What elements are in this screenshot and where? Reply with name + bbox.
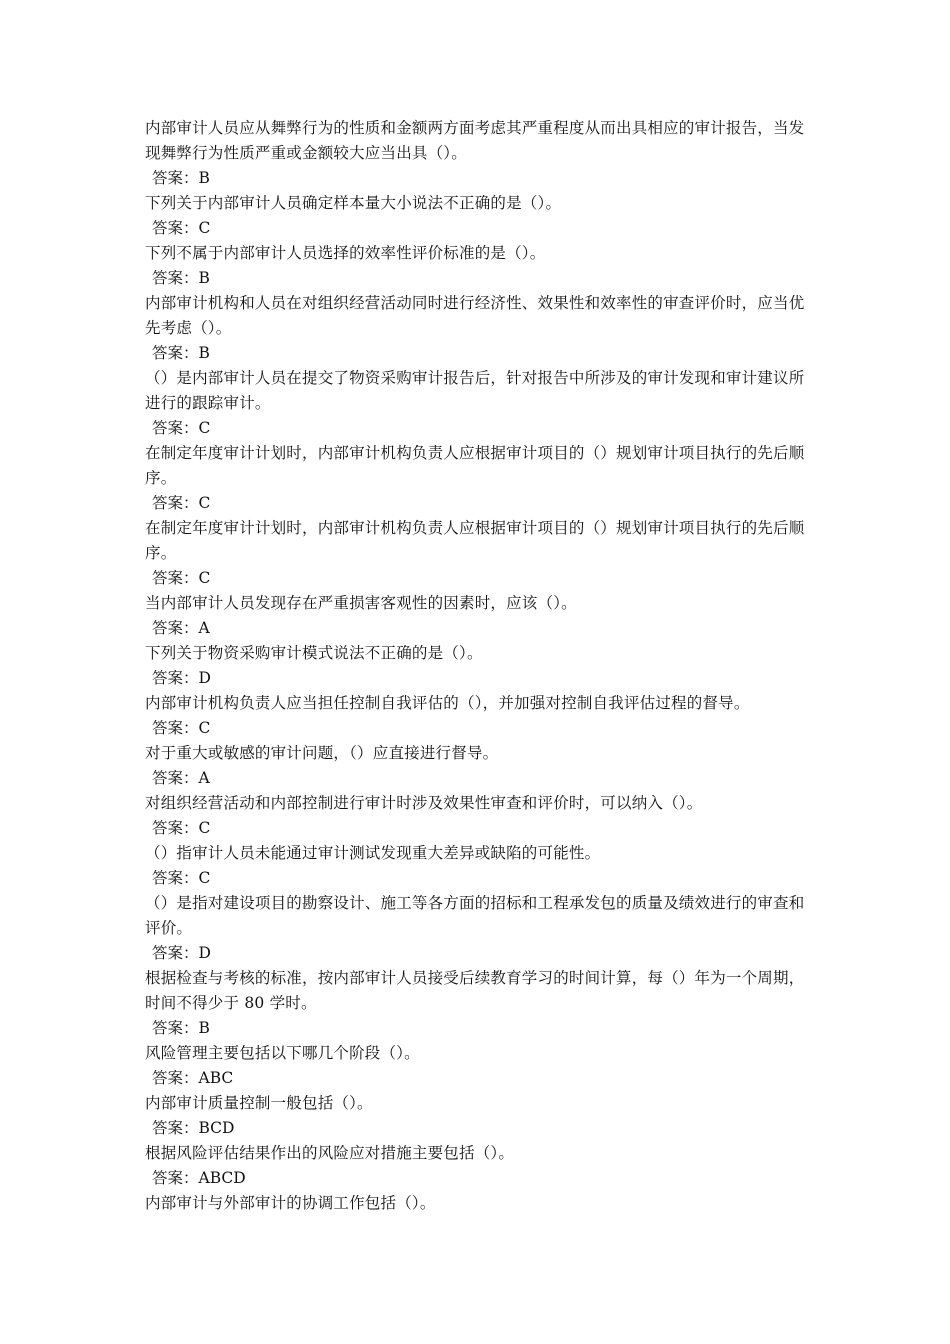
question-text: 风险管理主要包括以下哪几个阶段（）。 bbox=[145, 1044, 420, 1062]
question-text: 根据检查与考核的标准，按内部审计人员接受后续教育学习的时间计算，每（）年为一个周期，时间不得少于 80 学时。 bbox=[145, 969, 805, 1012]
answer-text: 答案：C bbox=[152, 569, 211, 587]
answer-text: 答案：D bbox=[152, 669, 211, 687]
question-text: 内部审计与外部审计的协调工作包括（）。 bbox=[145, 1194, 436, 1212]
qa-item bbox=[145, 441, 810, 516]
answer-text: 答案：C bbox=[152, 419, 211, 437]
question-text: 根据风险评估结果作出的风险应对措施主要包括（）。 bbox=[145, 1144, 515, 1162]
qa-item bbox=[145, 1191, 810, 1216]
answer-text: 答案：C bbox=[152, 869, 211, 887]
qa-item bbox=[145, 1141, 810, 1191]
document-body bbox=[145, 116, 810, 1216]
answer-text: 答案：C bbox=[152, 719, 211, 737]
question-text: （）是指对建设项目的勘察设计、施工等各方面的招标和工程承发包的质量及绩效进行的审查和评价。 bbox=[145, 894, 805, 937]
answer-text: 答案：B bbox=[152, 1019, 210, 1037]
question-text: 内部审计质量控制一般包括（）。 bbox=[145, 1094, 373, 1112]
question-text: 在制定年度审计计划时，内部审计机构负责人应根据审计项目的（）规划审计项目执行的先后顺序。 bbox=[145, 519, 805, 562]
qa-item bbox=[145, 191, 810, 241]
answer-text: 答案：C bbox=[152, 219, 211, 237]
question-text: 下列关于内部审计人员确定样本量大小说法不正确的是（）。 bbox=[145, 194, 562, 212]
qa-item bbox=[145, 1091, 810, 1141]
qa-item bbox=[145, 791, 810, 841]
qa-item bbox=[145, 241, 810, 291]
answer-text: 答案：A bbox=[152, 619, 210, 637]
question-text: 当内部审计人员发现存在严重损害客观性的因素时，应该（）。 bbox=[145, 594, 577, 612]
qa-item bbox=[145, 291, 810, 366]
qa-item bbox=[145, 741, 810, 791]
qa-item bbox=[145, 116, 810, 191]
question-text: 对于重大或敏感的审计问题，（）应直接进行督导。 bbox=[145, 744, 499, 762]
question-text: 下列不属于内部审计人员选择的效率性评价标准的是（）。 bbox=[145, 244, 546, 262]
answer-text: 答案：ABC bbox=[152, 1069, 234, 1087]
answer-text: 答案：B bbox=[152, 344, 210, 362]
answer-text: 答案：ABCD bbox=[152, 1169, 246, 1187]
qa-item bbox=[145, 591, 810, 641]
question-text: 内部审计机构和人员在对组织经营活动同时进行经济性、效果性和效率性的审查评价时，应当优先考虑（）。 bbox=[145, 294, 805, 337]
question-text: 对组织经营活动和内部控制进行审计时涉及效果性审查和评价时，可以纳入（）。 bbox=[145, 794, 703, 812]
answer-text: 答案：C bbox=[152, 494, 211, 512]
qa-item bbox=[145, 891, 810, 966]
question-text: （）指审计人员未能通过审计测试发现重大差异或缺陷的可能性。 bbox=[145, 844, 601, 862]
qa-item bbox=[145, 366, 810, 441]
qa-item bbox=[145, 841, 810, 891]
answer-text: 答案：B bbox=[152, 269, 210, 287]
question-text: （）是内部审计人员在提交了物资采购审计报告后，针对报告中所涉及的审计发现和审计建议所进行的跟踪审计。 bbox=[145, 369, 805, 412]
answer-text: 答案：D bbox=[152, 944, 211, 962]
question-text: 在制定年度审计计划时，内部审计机构负责人应根据审计项目的（）规划审计项目执行的先后顺序。 bbox=[145, 444, 805, 487]
answer-text: 答案：A bbox=[152, 769, 210, 787]
qa-item bbox=[145, 1041, 810, 1091]
qa-item bbox=[145, 516, 810, 591]
qa-item bbox=[145, 691, 810, 741]
answer-text: 答案：C bbox=[152, 819, 211, 837]
question-text: 内部审计机构负责人应当担任控制自我评估的（），并加强对控制自我评估过程的督导。 bbox=[145, 694, 750, 712]
question-text: 下列关于物资采购审计模式说法不正确的是（）。 bbox=[145, 644, 483, 662]
question-text: 内部审计人员应从舞弊行为的性质和金额两方面考虑其严重程度从而出具相应的审计报告，当发现舞弊行为性质严重或金额较大应当出具（）。 bbox=[145, 119, 805, 162]
answer-text: 答案：B bbox=[152, 169, 210, 187]
qa-item bbox=[145, 966, 810, 1041]
answer-text: 答案：BCD bbox=[152, 1119, 235, 1137]
qa-item bbox=[145, 641, 810, 691]
